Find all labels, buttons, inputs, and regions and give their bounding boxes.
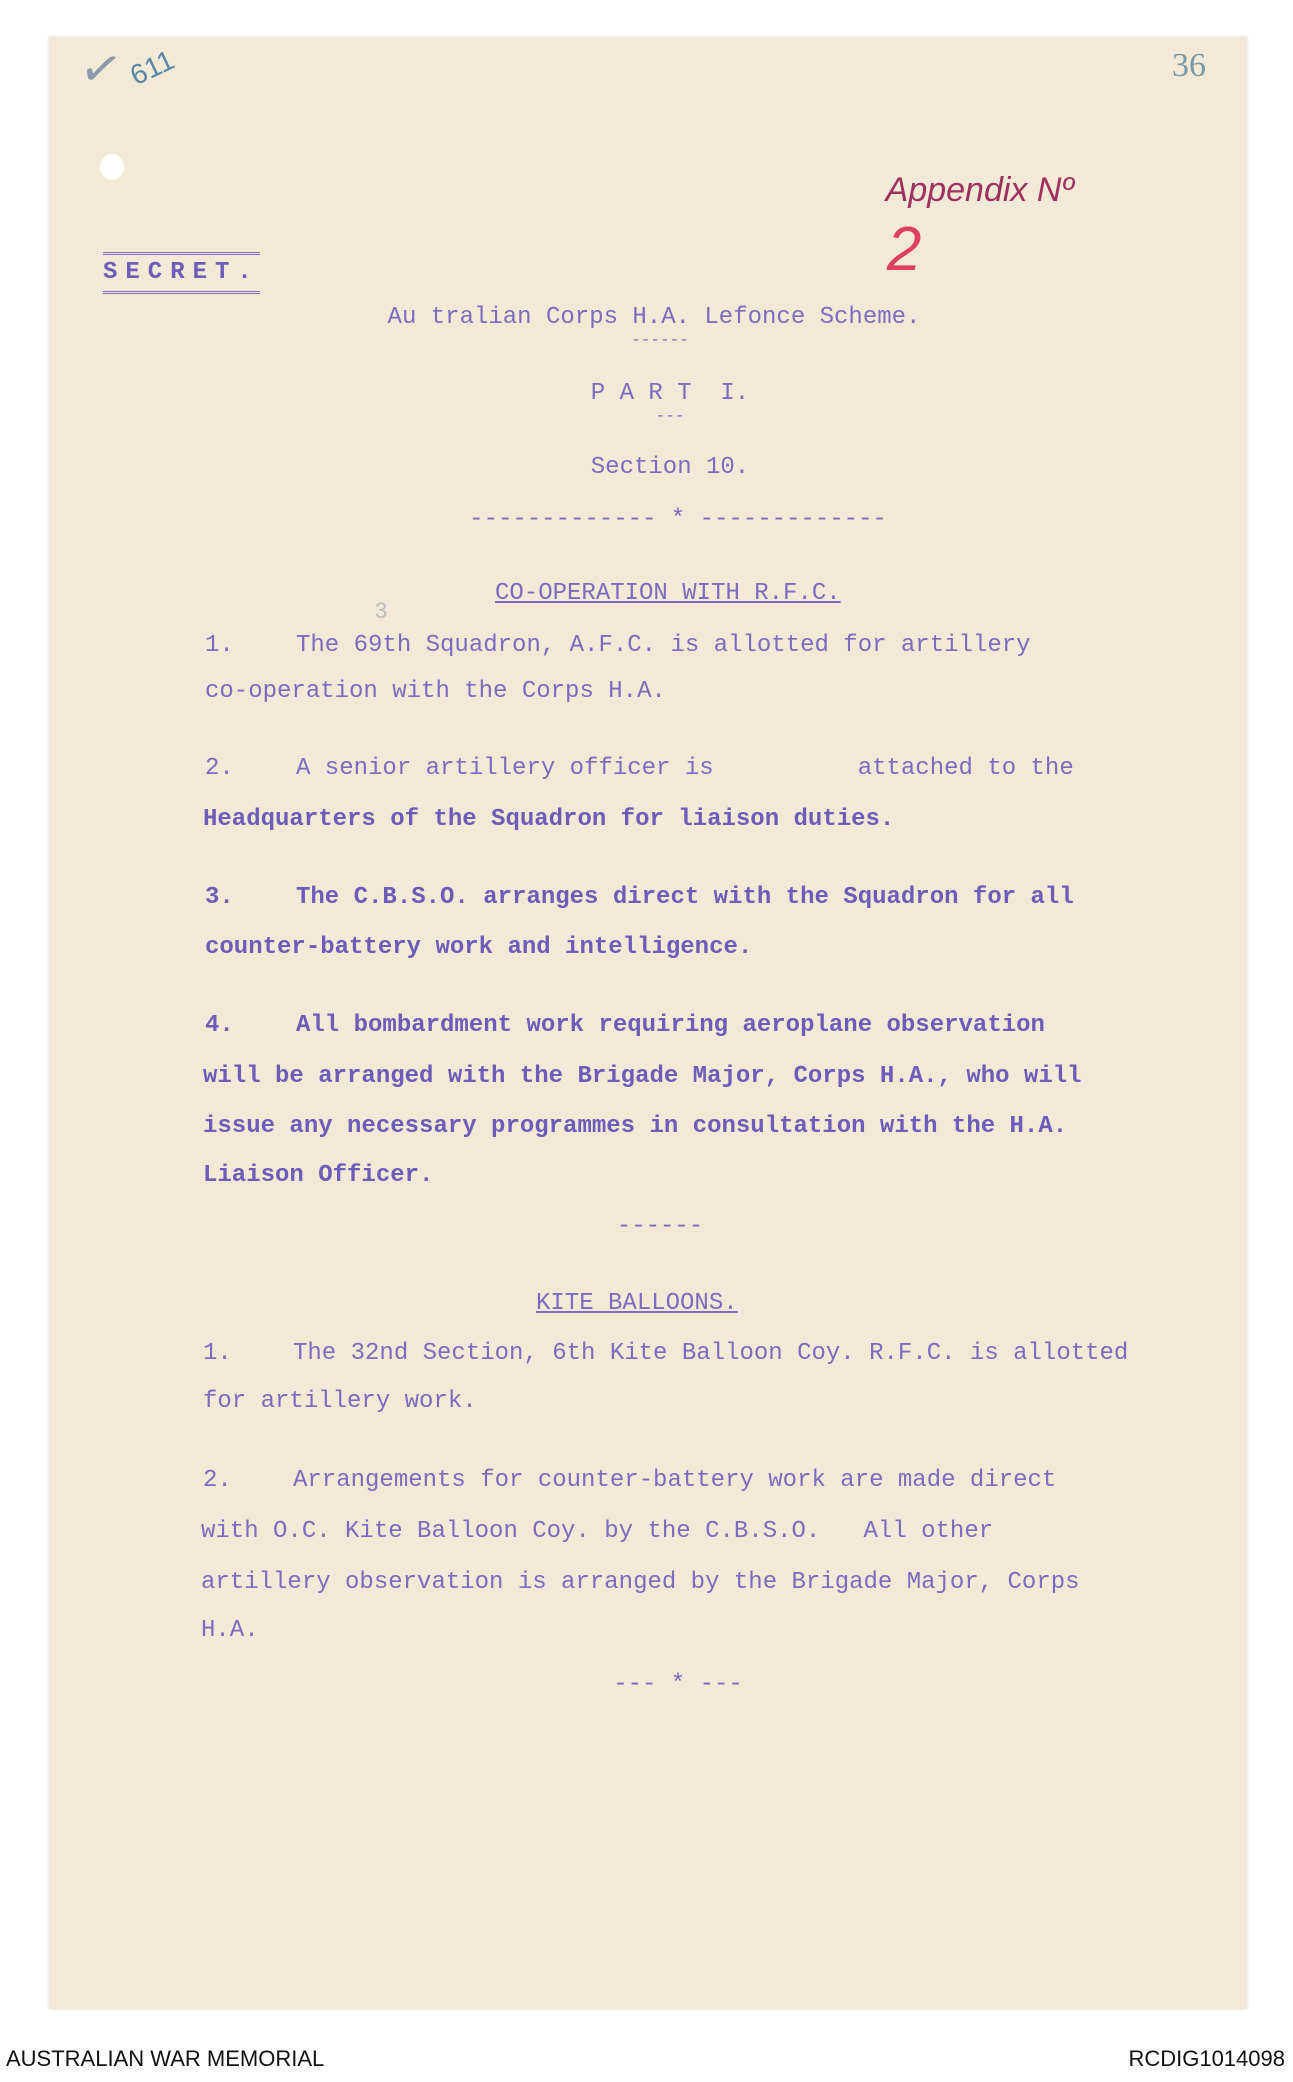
- punch-hole: [100, 154, 124, 180]
- paragraph-line: will be arranged with the Brigade Major, Corps H.A., who will: [203, 1063, 1082, 1090]
- paragraph-number: 3.: [205, 884, 234, 911]
- paragraph-line: Liaison Officer.: [203, 1162, 434, 1189]
- squadron-correction: 3: [375, 598, 388, 623]
- part-heading: P A R T I.: [590, 380, 750, 407]
- paragraph-line: co-operation with the Corps H.A.: [205, 678, 666, 705]
- footer-institution: AUSTRALIAN WAR MEMORIAL: [6, 2046, 325, 2071]
- section-divider: ------------- * -------------: [469, 506, 887, 533]
- paragraph-line: All bombardment work requiring aeroplane observation: [296, 1012, 1045, 1039]
- paragraph-line: counter-battery work and intelligence.: [205, 934, 753, 961]
- part-rule: ---: [655, 407, 685, 425]
- archive-ref: 611: [125, 44, 179, 92]
- title-rule: ------: [631, 331, 689, 349]
- document-end-mark: --- * ---: [613, 1671, 743, 1698]
- paragraph-line: The 32nd Section, 6th Kite Balloon Coy. R.F.C. is allotted: [293, 1340, 1129, 1367]
- appendix-label: Appendix Nº: [885, 171, 1074, 209]
- paragraph-line: for artillery work.: [203, 1388, 477, 1415]
- paragraph-line: with O.C. Kite Balloon Coy. by the C.B.S.O. All other: [201, 1518, 994, 1545]
- kite-balloons-heading: KITE BALLOONS.: [536, 1290, 738, 1317]
- classification: SECRET.: [103, 252, 260, 294]
- paragraph-line: The C.B.S.O. arranges direct with the Squadron for all: [296, 884, 1074, 911]
- section-end-rule: ------: [616, 1213, 704, 1240]
- paragraph-number: 1.: [203, 1340, 232, 1367]
- paragraph-line: artillery observation is arranged by the Brigade Major, Corps: [201, 1569, 1080, 1596]
- paragraph-line: Arrangements for counter-battery work are made direct: [293, 1467, 1057, 1494]
- section-heading: Section 10.: [590, 454, 750, 481]
- paragraph-number: 2.: [203, 1467, 232, 1494]
- paragraph-line: A senior artillery officer is attached to the: [296, 755, 1074, 782]
- document-title: Au tralian Corps H.A. Lefonce Scheme.: [387, 304, 921, 331]
- paragraph-line: issue any necessary programmes in consultation with the H.A.: [203, 1113, 1068, 1140]
- paragraph-line: Headquarters of the Squadron for liaison duties.: [203, 806, 895, 833]
- paragraph-number: 1.: [205, 632, 234, 659]
- appendix-stamp: [868, 132, 1074, 284]
- check-mark: ✓: [75, 37, 127, 101]
- footer-reference: RCDIG1014098: [1128, 2046, 1285, 2071]
- paragraph-number: 4.: [205, 1012, 234, 1039]
- appendix-number: 2: [886, 215, 922, 284]
- paragraph-line: H.A.: [201, 1617, 259, 1644]
- paragraph-line: The 69th Squadron, A.F.C. is allotted for artillery: [296, 632, 1031, 659]
- paragraph-number: 2.: [205, 755, 234, 782]
- folio-number: 36: [1172, 47, 1206, 84]
- rfc-heading: CO-OPERATION WITH R.F.C.: [495, 580, 841, 607]
